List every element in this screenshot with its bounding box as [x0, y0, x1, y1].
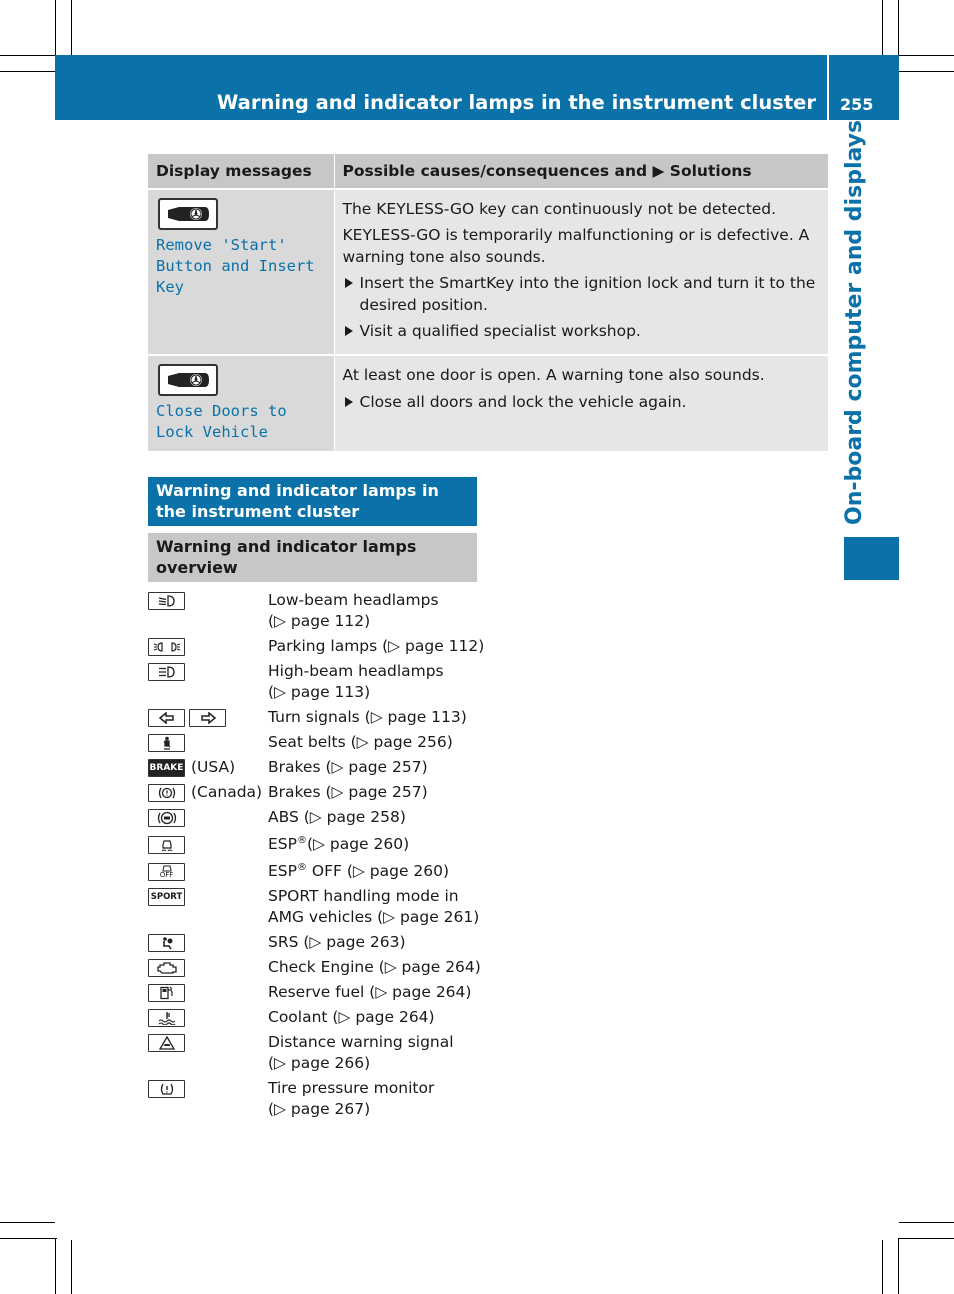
table-row [148, 189, 828, 355]
crop-mark [0, 1222, 55, 1223]
smartkey-icon [158, 364, 218, 396]
turn-right-icon [189, 709, 226, 727]
list-item [148, 982, 488, 1003]
list-item [148, 807, 488, 828]
list-item [148, 782, 488, 803]
lamp-label: Reserve fuel (▷ page 264) [268, 983, 472, 1001]
check-engine-icon [148, 959, 185, 977]
list-item [148, 590, 488, 632]
lamp-label: ABS (▷ page 258) [268, 808, 406, 826]
list-item [148, 886, 488, 928]
crop-mark [882, 0, 883, 55]
page-reference: (▷ page 260) [306, 835, 410, 853]
srs-icon [148, 934, 185, 952]
page-number: 255 [840, 95, 874, 114]
page-title: Warning and indicator lamps in the instrument cluster [216, 91, 816, 114]
table-header-causes: Possible causes/consequences and ▶ Solutions [334, 154, 828, 189]
low-beam-icon [148, 592, 185, 610]
region-label: (USA) [191, 758, 236, 776]
display-messages-table [148, 154, 828, 451]
crop-mark [55, 0, 56, 57]
lamp-label: Parking lamps (▷ page 112) [268, 637, 485, 655]
esp-off-icon-label: OFF [159, 871, 174, 879]
section-heading: Warning and indicator lamps in the instrument cluster [148, 477, 477, 526]
distance-warning-icon [148, 1034, 185, 1052]
display-message-text: Remove 'Start' Button and Insert Key [156, 236, 315, 296]
list-item [148, 932, 488, 953]
lamp-label: Tire pressure monitor [268, 1079, 435, 1097]
page-reference: OFF (▷ page 260) [306, 862, 450, 880]
table-header-display: Display messages [148, 154, 334, 189]
region-label: (Canada) [191, 783, 263, 801]
coolant-icon [148, 1009, 185, 1027]
lamp-label: High-beam headlamps [268, 662, 444, 680]
page-reference: (▷ page 112) [268, 612, 371, 630]
solution-step: Insert the SmartKey into the ignition lock and turn it to the desired position. [343, 272, 821, 316]
crop-mark [0, 1238, 57, 1239]
lamp-label: Brakes (▷ page 257) [268, 783, 428, 801]
list-item [148, 957, 488, 978]
chapter-tab-marker [844, 537, 899, 580]
lamp-label: Coolant (▷ page 264) [268, 1008, 435, 1026]
parking-lamps-icon [148, 638, 185, 656]
lamp-label: SRS (▷ page 263) [268, 933, 406, 951]
list-item [148, 732, 488, 753]
brake-canada-icon [148, 784, 185, 802]
list-item [148, 861, 488, 882]
display-message-text: Close Doors to Lock Vehicle [156, 402, 287, 441]
sport-icon: SPORT [148, 888, 185, 906]
causes-cell [334, 355, 828, 451]
smartkey-icon [158, 198, 218, 230]
subsection-heading: Warning and indicator lamps overview [148, 533, 477, 582]
abs-icon [148, 809, 185, 827]
causes-cell [334, 189, 828, 355]
brake-usa-icon: BRAKE [148, 759, 185, 777]
list-item [148, 636, 488, 657]
solution-step: Visit a qualified specialist workshop. [343, 320, 821, 342]
esp-off-icon [148, 863, 185, 881]
crop-mark [0, 71, 55, 72]
crop-mark [898, 1238, 954, 1239]
crop-mark [882, 1240, 883, 1294]
crop-mark [55, 1238, 56, 1294]
registered-mark: ® [296, 861, 307, 873]
list-item [148, 1007, 488, 1028]
header-divider [827, 55, 829, 120]
lamp-label: SPORT handling mode in AMG vehicles (▷ page 261) [268, 887, 480, 926]
list-item [148, 834, 488, 855]
high-beam-icon [148, 663, 185, 681]
solution-step: Close all doors and lock the vehicle again. [343, 391, 821, 413]
cause-paragraph: At least one door is open. A warning tone also sounds. [342, 366, 765, 384]
tire-pressure-icon [148, 1080, 185, 1098]
seat-belt-icon [148, 734, 185, 752]
page-reference: (▷ page 113) [268, 683, 371, 701]
cause-paragraph: KEYLESS-GO is temporarily malfunctioning or is defective. A warning tone also sounds. [342, 226, 810, 266]
fuel-icon [148, 984, 185, 1002]
crop-mark [898, 55, 954, 56]
crop-mark [898, 1238, 899, 1294]
lamp-label: ESP [268, 835, 297, 853]
lamp-label: Brakes (▷ page 257) [268, 758, 428, 776]
lamp-label: Check Engine (▷ page 264) [268, 958, 481, 976]
turn-left-icon [148, 709, 185, 727]
list-item [148, 1078, 488, 1120]
lamp-label: Seat belts (▷ page 256) [268, 733, 453, 751]
esp-icon [148, 836, 185, 854]
lamp-label: Distance warning signal [268, 1033, 454, 1051]
lamp-label: ESP [268, 862, 297, 880]
crop-mark [0, 55, 57, 56]
crop-mark [899, 71, 954, 72]
table-row [148, 355, 828, 451]
cause-paragraph: The KEYLESS-GO key can continuously not be detected. [342, 200, 777, 218]
registered-mark: ® [296, 834, 307, 846]
chapter-tab-label: On-board computer and displays [842, 119, 867, 525]
list-item [148, 757, 488, 778]
crop-mark [71, 1240, 72, 1294]
lamps-list [148, 590, 488, 1124]
display-cell [148, 355, 334, 451]
lamp-label: Turn signals (▷ page 113) [268, 708, 467, 726]
lamp-label: Low-beam headlamps [268, 591, 439, 609]
list-item [148, 707, 488, 728]
list-item [148, 661, 488, 703]
display-cell [148, 189, 334, 355]
page-reference: (▷ page 267) [268, 1100, 371, 1118]
crop-mark [898, 0, 899, 57]
list-item [148, 1032, 488, 1074]
crop-mark [71, 0, 72, 55]
crop-mark [899, 1222, 954, 1223]
page-reference: (▷ page 266) [268, 1054, 371, 1072]
